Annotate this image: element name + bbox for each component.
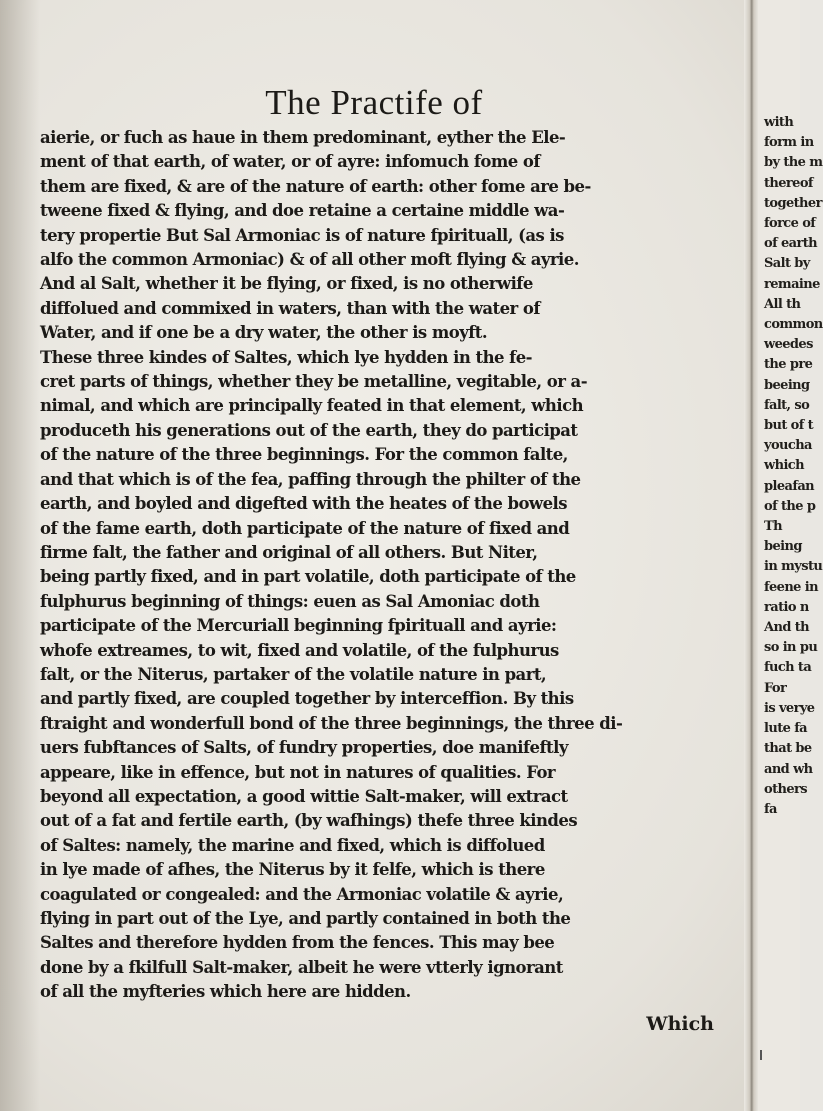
text-line: of the nature of the three beginnings. For the common falte, [40, 445, 568, 465]
text-line: participate of the Mercuriall beginning fpirituall and ayrie: [40, 616, 557, 636]
facing-text-line: fa [764, 801, 777, 817]
facing-text-line: ratio n [764, 599, 809, 615]
text-line: out of a fat and fertile earth, (by wafhings) thefe three kindes [40, 811, 578, 831]
text-line: ment of that earth, of water, or of ayre: infomuch fome of [40, 152, 540, 172]
text-line: uers fubftances of Salts, of fundry properties, doe manifeftly [40, 738, 568, 758]
facing-text-line: beeing [764, 377, 810, 393]
facing-text-line: Th [764, 519, 782, 535]
facing-text-line: but of t [764, 418, 814, 434]
text-line: nimal, and which are principally feated in that element, which [40, 396, 584, 416]
running-head: The Practife of [265, 83, 483, 122]
text-line: flying in part out of the Lye, and partly contained in both the [40, 909, 571, 928]
facing-text-line: lute fa [764, 721, 808, 737]
text-line: in lye made of afhes, the Niterus by it felfe, which is there [40, 860, 545, 880]
catchword: Which [646, 1013, 714, 1035]
text-line: aierie, or fuch as haue in them predominant, eyther the Ele- [40, 128, 566, 147]
text-line: Water, and if one be a dry water, the other is moyft. [40, 323, 488, 343]
text-line: Saltes and therefore hydden from the fences. This may bee [40, 933, 555, 953]
facing-text-line: together [764, 195, 822, 211]
text-line: fulphurus beginning of things: euen as Sal Amoniac doth [40, 591, 540, 611]
facing-text-line: is verye [764, 700, 815, 716]
facing-text-line: youcha [764, 438, 812, 454]
facing-text-line: fuch ta [764, 660, 812, 676]
text-line: of the fame earth, doth participate of the nature of fixed and [40, 518, 570, 538]
facing-text-line: common [764, 317, 823, 333]
facing-text-line: All th [764, 296, 801, 312]
text-line: of Saltes: namely, the marine and fixed, which is diffolued [40, 835, 545, 855]
text-line: and that which is of the fea, paffing through the philter of the [40, 469, 581, 489]
text-line: falt, or the Niterus, partaker of the volatile nature in part, [40, 664, 547, 684]
text-line: And al Salt, whether it be flying, or fixed, is no otherwife [40, 274, 533, 294]
text-line: of all the myfteries which here are hidden. [40, 982, 411, 1002]
text-line: tweene fixed & flying, and doe retaine a certaine middle wa- [40, 201, 565, 221]
facing-text-line: remaine [764, 276, 820, 292]
facing-text-line: by the m [764, 155, 823, 171]
facing-text-line: For [764, 680, 787, 696]
facing-text-line: force of [764, 216, 816, 232]
facing-text-line: the pre [764, 357, 813, 373]
facing-text-line: of the p [764, 498, 816, 514]
text-line: ftraight and wonderfull bond of the three beginnings, the three di- [40, 713, 623, 733]
facing-text-line: thereof [764, 175, 813, 191]
facing-text-line: of earth [764, 236, 817, 252]
facing-text-line: others [764, 781, 807, 797]
facing-text-line: which [764, 458, 804, 474]
binding-shadow [0, 0, 40, 1111]
facing-text-line: And th [764, 620, 810, 636]
text-line: appeare, like in effence, but not in natures of qualities. For [40, 762, 556, 782]
text-line: produceth his generations out of the earth, they do participat [40, 420, 578, 440]
text-line: and partly fixed, are coupled together by interceffion. By this [40, 689, 574, 709]
text-line: cret parts of things, whether they be metalline, vegitable, or a- [40, 372, 587, 392]
facing-text-line: so in pu [764, 640, 818, 656]
text-line: diffolued and commixed in waters, than with the water of [40, 298, 540, 318]
margin-mark [760, 1050, 768, 1060]
text-line: coagulated or congealed: and the Armoniac volatile & ayrie, [40, 884, 564, 904]
facing-text-line: weedes [764, 337, 813, 353]
text-line: alfo the common Armoniac) & of all other moft flying & ayrie. [40, 250, 579, 270]
text-line: firme falt, the father and original of all others. But Niter, [40, 542, 538, 562]
facing-text-line: in mystu [764, 559, 823, 575]
text-line: These three kindes of Saltes, which lye hydden in the fe- [40, 347, 532, 367]
facing-page-text [764, 113, 823, 820]
facing-text-line: falt, so [764, 397, 810, 413]
text-line: done by a fkilfull Salt-maker, albeit he were vtterly ignorant [40, 957, 563, 977]
facing-text-line: Salt by [764, 256, 810, 272]
facing-text-line: form in [764, 135, 814, 151]
text-line: beyond all expectation, a good wittie Salt-maker, will extract [40, 786, 568, 806]
text-line: being partly fixed, and in part volatile, doth participate of the [40, 567, 576, 587]
facing-text-line: with [764, 115, 794, 130]
facing-text-line: pleafan [764, 478, 814, 494]
text-line: whofe extreames, to wit, fixed and volatile, of the fulphurus [40, 640, 559, 660]
facing-text-line: and wh [764, 761, 813, 777]
text-line: them are fixed, & are of the nature of earth: other fome are be- [40, 176, 591, 196]
body-text [40, 126, 732, 1005]
facing-text-line: that be [764, 741, 812, 757]
text-line: earth, and boyled and digefted with the heates of the bowels [40, 494, 567, 514]
book-gutter [744, 0, 758, 1111]
facing-text-line: feene in [764, 579, 818, 595]
facing-text-line: being [764, 539, 802, 555]
text-line: tery propertie But Sal Armoniac is of nature fpirituall, (as is [40, 225, 564, 245]
